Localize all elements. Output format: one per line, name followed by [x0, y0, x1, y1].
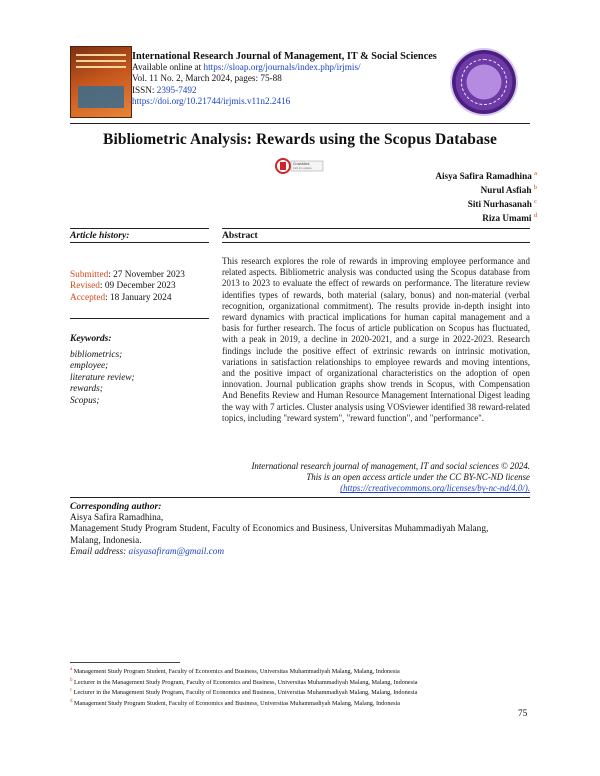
- author-name: Nurul Asfiah $^b$: [480, 184, 537, 196]
- abstract-body: This research explores the role of rewards in improving employee performance and related aspects. Bibliometric analysis was conducted using the Scopus database from 2013 to 2023 to evaluate the effect of rewards on performance. The literature review identifies types of rewards, both material (salary, bonus) and non-material (verbal recognition, organizational commitment). The results provide in-depth insight into reward dynamics with practical implications for human capital management and a basis for further research. The focus of article publication on Scopus has fluctuated, with a peak in 2019, a decline in 2020-2021, and a surge in 2022-2023. Research findings include the positive effect of extrinsic rewards on intrinsic motivation, variations in satisfaction relationships to employee rewards and moving intentions, and the positive impact of organizational characteristics on the adoption of open innovation. Journal publication graphs show trends in Scopus, with Compensation And Benefits Review and Human Resource Management International Digest leading the way with 7 articles. Cluster analysis using VOSviewer identified 38 reward-related topics, including "reward system", "reward function", and "performance".: [222, 256, 530, 423]
- journal-url-link[interactable]: https://sloap.org/journals/index.php/irjmis/: [203, 62, 361, 73]
- author-name: Siti Nurhasanah $^c$: [467, 198, 537, 210]
- abstract-bottom-divider: [70, 497, 530, 498]
- email-line: Email address: aisyasafiram@gmail.com: [70, 547, 225, 558]
- corresponding-affiliation: Management Study Program Student, Faculty of Economics and Business, Universitas Muhammadiyah Malang,: [70, 524, 489, 535]
- submitted-date: Submitted: 27 November 2023: [70, 270, 185, 280]
- article-history: [70, 270, 185, 304]
- author-name: Aisya Safira Ramadhina $^a$: [435, 170, 537, 182]
- journal-header: [70, 46, 540, 120]
- footnote: $^c$ Lecturer in the Management Study Program, Faculty of Economics and Business, Universitas Muhammadiyah Malang, Malang, Indonesia: [70, 688, 418, 697]
- keyword: employee;: [70, 361, 109, 372]
- footnote: $^a$ Management Study Program Student, Faculty of Economics and Business, Universitas Muhammadiyah Malang, Malang, Indonesia: [70, 667, 400, 676]
- keyword: bibliometrics;: [70, 350, 123, 360]
- available-online: Available online at https://sloap.org/journals/index.php/irjmis/: [132, 62, 361, 73]
- article-title: Bibliometric Analysis: Rewards using the Scopus Database: [103, 131, 497, 148]
- publisher-seal-logo: [452, 50, 516, 114]
- corresponding-heading: Corresponding author:: [70, 501, 162, 512]
- revised-date: Revised: 09 December 2023: [70, 281, 176, 292]
- crossmark-text: CrossMark: [293, 162, 310, 166]
- crossmark-icon: [275, 157, 325, 175]
- license-link[interactable]: (https://creativecommons.org/licenses/by-nc-nd/4.0/).: [340, 483, 530, 494]
- crossmark-badge[interactable]: [275, 157, 325, 175]
- author-list: [435, 168, 537, 224]
- accepted-date: Accepted: 18 January 2024: [70, 292, 172, 303]
- abstract-heading: Abstract: [222, 230, 258, 241]
- abstract-bottom-rule: [222, 242, 530, 243]
- issn-link[interactable]: 2395-7492: [156, 84, 197, 95]
- article-history-heading: Article history:: [70, 230, 130, 241]
- corresponding-location: Malang, Indonesia.: [70, 535, 142, 546]
- crossmark-subtext: click for updates: [293, 167, 312, 171]
- keyword: Scopus;: [70, 395, 100, 406]
- footnotes: [70, 666, 540, 709]
- footnote: $^d$ Management Study Program Student, Faculty of Economics and Business, Universitas Muhammadiyah Malang, Malang, Indonesia: [70, 698, 401, 708]
- keywords-heading: Keywords:: [70, 333, 112, 344]
- license-line: This is an open access article under the CC BY-NC-ND license: [306, 472, 530, 483]
- journal-info: [132, 51, 462, 107]
- journal-cover-image: [70, 46, 132, 118]
- abstract-top-rule: [222, 228, 530, 229]
- email-link[interactable]: aisyasafiram@gmail.com: [128, 547, 225, 558]
- keyword: rewards;: [70, 384, 103, 395]
- license-notice: [222, 461, 530, 495]
- history-bottom-rule: [70, 242, 209, 243]
- page-number: 75: [518, 709, 528, 719]
- doi-link[interactable]: https://doi.org/10.21744/irjmis.v11n2.2416: [132, 95, 291, 106]
- volume-line: Vol. 11 No. 2, March 2024, pages: 75-88: [132, 73, 282, 84]
- author-name: Riza Umami $^d$: [482, 212, 537, 224]
- issn-line: ISSN: 2395-7492: [132, 84, 197, 95]
- footnote-rule: [70, 662, 180, 663]
- keyword: literature review;: [70, 372, 135, 383]
- header-divider: [70, 123, 530, 124]
- corresponding-name: Aisya Safira Ramadhina,: [70, 512, 164, 523]
- footnote: $^b$ Lecturer in the Management Study Program, Faculty of Economics and Business, Universitas Muhammadiyah Malang, Malang, Indonesia: [70, 677, 418, 686]
- history-top-rule: [70, 228, 209, 229]
- keywords-top-rule: [70, 318, 209, 319]
- journal-title: International Research Journal of Management, IT & Social Sciences: [132, 51, 437, 62]
- corresponding-author: [70, 501, 540, 559]
- copyright-line: International research journal of management, IT and social sciences © 2024.: [251, 461, 530, 471]
- keywords-list: [70, 350, 135, 407]
